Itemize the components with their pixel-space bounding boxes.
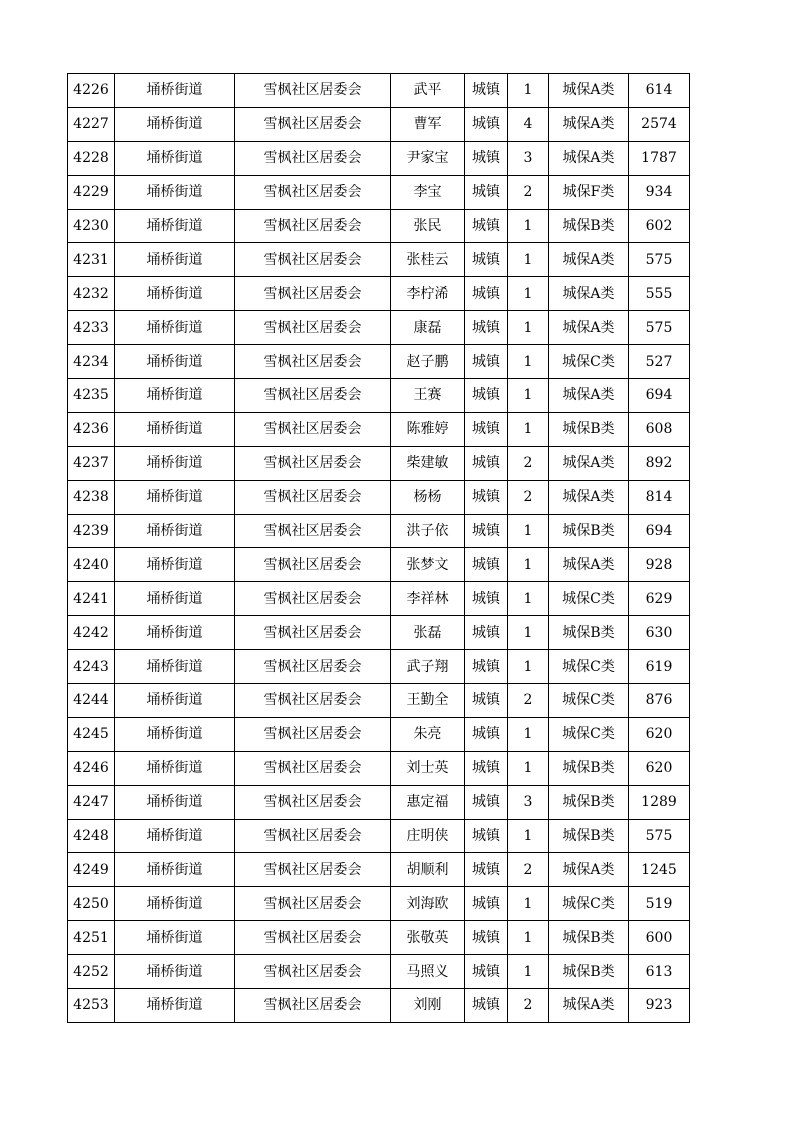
name-cell: 曹军 <box>391 107 465 141</box>
household-count-cell: 1 <box>508 887 549 921</box>
household-count-cell: 1 <box>508 650 549 684</box>
street-cell: 埇桥街道 <box>115 345 235 379</box>
household-count-cell: 1 <box>508 717 549 751</box>
table-row <box>68 412 690 446</box>
area-type-cell: 城镇 <box>465 277 508 311</box>
street-cell: 埇桥街道 <box>115 379 235 413</box>
serial-cell: 4245 <box>68 717 115 751</box>
category-cell: 城保B类 <box>549 616 629 650</box>
street-cell: 埇桥街道 <box>115 853 235 887</box>
household-count-cell: 1 <box>508 548 549 582</box>
community-cell: 雪枫社区居委会 <box>235 921 391 955</box>
table-row <box>68 480 690 514</box>
name-cell: 张民 <box>391 209 465 243</box>
community-cell: 雪枫社区居委会 <box>235 107 391 141</box>
area-type-cell: 城镇 <box>465 141 508 175</box>
serial-cell: 4250 <box>68 887 115 921</box>
household-count-cell: 2 <box>508 480 549 514</box>
amount-cell: 630 <box>629 616 690 650</box>
amount-cell: 876 <box>629 684 690 718</box>
serial-cell: 4240 <box>68 548 115 582</box>
amount-cell: 694 <box>629 379 690 413</box>
area-type-cell: 城镇 <box>465 345 508 379</box>
serial-cell: 4232 <box>68 277 115 311</box>
community-cell: 雪枫社区居委会 <box>235 887 391 921</box>
name-cell: 李祥林 <box>391 582 465 616</box>
serial-cell: 4238 <box>68 480 115 514</box>
community-cell: 雪枫社区居委会 <box>235 751 391 785</box>
name-cell: 刘刚 <box>391 989 465 1023</box>
serial-cell: 4249 <box>68 853 115 887</box>
area-type-cell: 城镇 <box>465 412 508 446</box>
name-cell: 刘士英 <box>391 751 465 785</box>
household-count-cell: 4 <box>508 107 549 141</box>
amount-cell: 1245 <box>629 853 690 887</box>
category-cell: 城保A类 <box>549 107 629 141</box>
street-cell: 埇桥街道 <box>115 955 235 989</box>
category-cell: 城保A类 <box>549 141 629 175</box>
household-count-cell: 1 <box>508 345 549 379</box>
household-count-cell: 2 <box>508 684 549 718</box>
table-row <box>68 684 690 718</box>
category-cell: 城保A类 <box>549 243 629 277</box>
serial-cell: 4230 <box>68 209 115 243</box>
category-cell: 城保C类 <box>549 717 629 751</box>
amount-cell: 619 <box>629 650 690 684</box>
area-type-cell: 城镇 <box>465 582 508 616</box>
community-cell: 雪枫社区居委会 <box>235 446 391 480</box>
serial-cell: 4231 <box>68 243 115 277</box>
name-cell: 张敬英 <box>391 921 465 955</box>
serial-cell: 4253 <box>68 989 115 1023</box>
community-cell: 雪枫社区居委会 <box>235 311 391 345</box>
amount-cell: 892 <box>629 446 690 480</box>
serial-cell: 4251 <box>68 921 115 955</box>
name-cell: 张磊 <box>391 616 465 650</box>
area-type-cell: 城镇 <box>465 887 508 921</box>
amount-cell: 519 <box>629 887 690 921</box>
community-cell: 雪枫社区居委会 <box>235 717 391 751</box>
area-type-cell: 城镇 <box>465 209 508 243</box>
category-cell: 城保C类 <box>549 887 629 921</box>
name-cell: 李宝 <box>391 175 465 209</box>
table-row <box>68 74 690 108</box>
community-cell: 雪枫社区居委会 <box>235 616 391 650</box>
category-cell: 城保B类 <box>549 751 629 785</box>
household-count-cell: 1 <box>508 277 549 311</box>
amount-cell: 555 <box>629 277 690 311</box>
area-type-cell: 城镇 <box>465 650 508 684</box>
street-cell: 埇桥街道 <box>115 717 235 751</box>
amount-cell: 613 <box>629 955 690 989</box>
household-count-cell: 1 <box>508 514 549 548</box>
amount-cell: 2574 <box>629 107 690 141</box>
community-cell: 雪枫社区居委会 <box>235 277 391 311</box>
table-row <box>68 141 690 175</box>
street-cell: 埇桥街道 <box>115 785 235 819</box>
amount-cell: 629 <box>629 582 690 616</box>
category-cell: 城保C类 <box>549 582 629 616</box>
street-cell: 埇桥街道 <box>115 514 235 548</box>
category-cell: 城保F类 <box>549 175 629 209</box>
area-type-cell: 城镇 <box>465 243 508 277</box>
serial-cell: 4235 <box>68 379 115 413</box>
street-cell: 埇桥街道 <box>115 74 235 108</box>
table-row <box>68 311 690 345</box>
household-count-cell: 1 <box>508 616 549 650</box>
amount-cell: 928 <box>629 548 690 582</box>
community-cell: 雪枫社区居委会 <box>235 514 391 548</box>
street-cell: 埇桥街道 <box>115 548 235 582</box>
area-type-cell: 城镇 <box>465 921 508 955</box>
area-type-cell: 城镇 <box>465 989 508 1023</box>
category-cell: 城保A类 <box>549 480 629 514</box>
category-cell: 城保A类 <box>549 853 629 887</box>
name-cell: 洪子依 <box>391 514 465 548</box>
name-cell: 康磊 <box>391 311 465 345</box>
household-count-cell: 2 <box>508 989 549 1023</box>
table-row <box>68 717 690 751</box>
table-row <box>68 209 690 243</box>
street-cell: 埇桥街道 <box>115 412 235 446</box>
amount-cell: 602 <box>629 209 690 243</box>
community-cell: 雪枫社区居委会 <box>235 141 391 175</box>
amount-cell: 620 <box>629 717 690 751</box>
table-row <box>68 548 690 582</box>
street-cell: 埇桥街道 <box>115 209 235 243</box>
street-cell: 埇桥街道 <box>115 819 235 853</box>
serial-cell: 4228 <box>68 141 115 175</box>
street-cell: 埇桥街道 <box>115 582 235 616</box>
name-cell: 尹家宝 <box>391 141 465 175</box>
street-cell: 埇桥街道 <box>115 921 235 955</box>
area-type-cell: 城镇 <box>465 819 508 853</box>
amount-cell: 620 <box>629 751 690 785</box>
name-cell: 胡顺利 <box>391 853 465 887</box>
serial-cell: 4239 <box>68 514 115 548</box>
category-cell: 城保C类 <box>549 650 629 684</box>
name-cell: 王勤全 <box>391 684 465 718</box>
serial-cell: 4242 <box>68 616 115 650</box>
table-row <box>68 582 690 616</box>
amount-cell: 614 <box>629 74 690 108</box>
category-cell: 城保A类 <box>549 311 629 345</box>
table-row <box>68 921 690 955</box>
amount-cell: 934 <box>629 175 690 209</box>
table-body <box>68 74 690 1023</box>
table-row <box>68 107 690 141</box>
street-cell: 埇桥街道 <box>115 277 235 311</box>
category-cell: 城保A类 <box>549 989 629 1023</box>
serial-cell: 4244 <box>68 684 115 718</box>
household-count-cell: 1 <box>508 819 549 853</box>
category-cell: 城保B类 <box>549 785 629 819</box>
serial-cell: 4229 <box>68 175 115 209</box>
serial-cell: 4252 <box>68 955 115 989</box>
area-type-cell: 城镇 <box>465 785 508 819</box>
name-cell: 王赛 <box>391 379 465 413</box>
amount-cell: 1787 <box>629 141 690 175</box>
street-cell: 埇桥街道 <box>115 650 235 684</box>
area-type-cell: 城镇 <box>465 107 508 141</box>
table-row <box>68 751 690 785</box>
area-type-cell: 城镇 <box>465 311 508 345</box>
table-row <box>68 887 690 921</box>
category-cell: 城保B类 <box>549 955 629 989</box>
category-cell: 城保C类 <box>549 345 629 379</box>
name-cell: 柴建敏 <box>391 446 465 480</box>
area-type-cell: 城镇 <box>465 853 508 887</box>
table-row <box>68 650 690 684</box>
serial-cell: 4227 <box>68 107 115 141</box>
name-cell: 杨杨 <box>391 480 465 514</box>
serial-cell: 4236 <box>68 412 115 446</box>
area-type-cell: 城镇 <box>465 175 508 209</box>
serial-cell: 4241 <box>68 582 115 616</box>
street-cell: 埇桥街道 <box>115 311 235 345</box>
serial-cell: 4247 <box>68 785 115 819</box>
category-cell: 城保B类 <box>549 921 629 955</box>
street-cell: 埇桥街道 <box>115 141 235 175</box>
street-cell: 埇桥街道 <box>115 446 235 480</box>
name-cell: 张桂云 <box>391 243 465 277</box>
serial-cell: 4233 <box>68 311 115 345</box>
category-cell: 城保C类 <box>549 684 629 718</box>
table-row <box>68 989 690 1023</box>
table-row <box>68 379 690 413</box>
community-cell: 雪枫社区居委会 <box>235 684 391 718</box>
category-cell: 城保B类 <box>549 412 629 446</box>
amount-cell: 694 <box>629 514 690 548</box>
area-type-cell: 城镇 <box>465 74 508 108</box>
amount-cell: 608 <box>629 412 690 446</box>
table-row <box>68 243 690 277</box>
amount-cell: 814 <box>629 480 690 514</box>
table-row <box>68 345 690 379</box>
area-type-cell: 城镇 <box>465 548 508 582</box>
category-cell: 城保A类 <box>549 548 629 582</box>
street-cell: 埇桥街道 <box>115 175 235 209</box>
household-count-cell: 1 <box>508 74 549 108</box>
street-cell: 埇桥街道 <box>115 887 235 921</box>
street-cell: 埇桥街道 <box>115 751 235 785</box>
serial-cell: 4237 <box>68 446 115 480</box>
table-row <box>68 446 690 480</box>
street-cell: 埇桥街道 <box>115 616 235 650</box>
household-count-cell: 3 <box>508 141 549 175</box>
street-cell: 埇桥街道 <box>115 107 235 141</box>
name-cell: 庄明侠 <box>391 819 465 853</box>
data-table <box>67 73 690 1023</box>
table-row <box>68 514 690 548</box>
community-cell: 雪枫社区居委会 <box>235 548 391 582</box>
area-type-cell: 城镇 <box>465 480 508 514</box>
household-count-cell: 1 <box>508 955 549 989</box>
street-cell: 埇桥街道 <box>115 989 235 1023</box>
name-cell: 马照义 <box>391 955 465 989</box>
amount-cell: 575 <box>629 243 690 277</box>
serial-cell: 4226 <box>68 74 115 108</box>
category-cell: 城保B类 <box>549 819 629 853</box>
community-cell: 雪枫社区居委会 <box>235 345 391 379</box>
household-count-cell: 1 <box>508 751 549 785</box>
amount-cell: 923 <box>629 989 690 1023</box>
amount-cell: 575 <box>629 311 690 345</box>
community-cell: 雪枫社区居委会 <box>235 412 391 446</box>
name-cell: 赵子鹏 <box>391 345 465 379</box>
community-cell: 雪枫社区居委会 <box>235 74 391 108</box>
name-cell: 武平 <box>391 74 465 108</box>
community-cell: 雪枫社区居委会 <box>235 853 391 887</box>
area-type-cell: 城镇 <box>465 616 508 650</box>
household-count-cell: 1 <box>508 243 549 277</box>
household-count-cell: 1 <box>508 582 549 616</box>
name-cell: 惠定福 <box>391 785 465 819</box>
area-type-cell: 城镇 <box>465 379 508 413</box>
community-cell: 雪枫社区居委会 <box>235 480 391 514</box>
household-count-cell: 1 <box>508 379 549 413</box>
community-cell: 雪枫社区居委会 <box>235 989 391 1023</box>
serial-cell: 4248 <box>68 819 115 853</box>
name-cell: 陈雅婷 <box>391 412 465 446</box>
community-cell: 雪枫社区居委会 <box>235 955 391 989</box>
name-cell: 刘海欧 <box>391 887 465 921</box>
community-cell: 雪枫社区居委会 <box>235 785 391 819</box>
household-count-cell: 1 <box>508 209 549 243</box>
household-count-cell: 2 <box>508 853 549 887</box>
household-count-cell: 2 <box>508 446 549 480</box>
table-row <box>68 955 690 989</box>
category-cell: 城保B类 <box>549 514 629 548</box>
table-row <box>68 785 690 819</box>
community-cell: 雪枫社区居委会 <box>235 243 391 277</box>
table-row <box>68 616 690 650</box>
area-type-cell: 城镇 <box>465 751 508 785</box>
category-cell: 城保A类 <box>549 74 629 108</box>
name-cell: 李柠浠 <box>391 277 465 311</box>
household-count-cell: 3 <box>508 785 549 819</box>
area-type-cell: 城镇 <box>465 446 508 480</box>
street-cell: 埇桥街道 <box>115 480 235 514</box>
table-row <box>68 819 690 853</box>
table-row <box>68 277 690 311</box>
community-cell: 雪枫社区居委会 <box>235 819 391 853</box>
serial-cell: 4246 <box>68 751 115 785</box>
community-cell: 雪枫社区居委会 <box>235 650 391 684</box>
community-cell: 雪枫社区居委会 <box>235 175 391 209</box>
area-type-cell: 城镇 <box>465 717 508 751</box>
name-cell: 武子翔 <box>391 650 465 684</box>
category-cell: 城保A类 <box>549 379 629 413</box>
street-cell: 埇桥街道 <box>115 684 235 718</box>
community-cell: 雪枫社区居委会 <box>235 209 391 243</box>
area-type-cell: 城镇 <box>465 514 508 548</box>
community-cell: 雪枫社区居委会 <box>235 379 391 413</box>
amount-cell: 600 <box>629 921 690 955</box>
community-cell: 雪枫社区居委会 <box>235 582 391 616</box>
household-count-cell: 1 <box>508 311 549 345</box>
street-cell: 埇桥街道 <box>115 243 235 277</box>
table-row <box>68 175 690 209</box>
amount-cell: 575 <box>629 819 690 853</box>
category-cell: 城保B类 <box>549 209 629 243</box>
name-cell: 张梦文 <box>391 548 465 582</box>
area-type-cell: 城镇 <box>465 684 508 718</box>
area-type-cell: 城镇 <box>465 955 508 989</box>
amount-cell: 1289 <box>629 785 690 819</box>
category-cell: 城保A类 <box>549 446 629 480</box>
household-count-cell: 1 <box>508 921 549 955</box>
table-row <box>68 853 690 887</box>
household-count-cell: 1 <box>508 412 549 446</box>
amount-cell: 527 <box>629 345 690 379</box>
category-cell: 城保A类 <box>549 277 629 311</box>
household-count-cell: 2 <box>508 175 549 209</box>
serial-cell: 4234 <box>68 345 115 379</box>
serial-cell: 4243 <box>68 650 115 684</box>
name-cell: 朱亮 <box>391 717 465 751</box>
